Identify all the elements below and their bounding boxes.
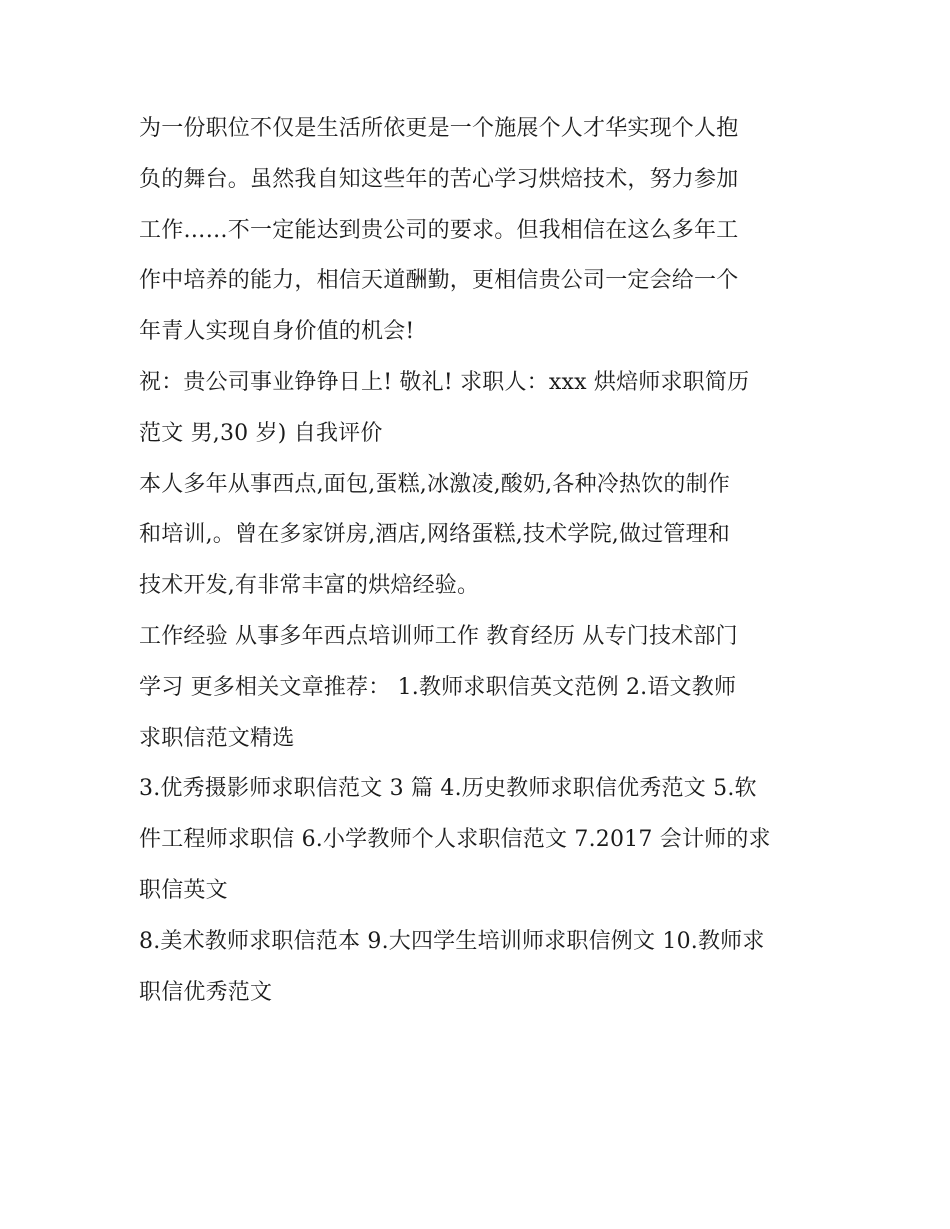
text-line: 件工程师求职信 6.小学教师个人求职信范文 7.2017 会计师的求: [139, 827, 771, 853]
text-line: 工作……不一定能达到贵公司的要求。但我相信在这么多年工: [139, 217, 739, 243]
document-body: [139, 104, 819, 1018]
paragraph-experience-and-recommendations: [139, 612, 819, 764]
paragraph-salutation: [139, 358, 819, 460]
text-line: 职信英文: [139, 877, 228, 903]
text-line: 为一份职位不仅是生活所依更是一个施展个人才华实现个人抱: [139, 116, 739, 141]
text-line: 技术开发,有非常丰富的烘焙经验。: [139, 573, 480, 599]
text-line: 和培训,。曾在多家饼房,酒店,网络蛋糕,技术学院,做过管理和: [139, 522, 730, 548]
text-line: 本人多年从事西点,面包,蛋糕,冰激凌,酸奶,各种冷热饮的制作: [139, 471, 730, 497]
text-line: 3.优秀摄影师求职信范文 3 篇 4.历史教师求职信优秀范文 5.软: [139, 776, 757, 802]
paragraph-closing-statement: [139, 104, 819, 358]
text-line: 职信优秀范文: [139, 979, 273, 1005]
text-line: 工作经验 从事多年西点培训师工作 教育经历 从专门技术部门: [139, 623, 738, 649]
text-line: 祝：贵公司事业铮铮日上! 敬礼! 求职人：xxx 烘焙师求职简历: [139, 369, 750, 395]
text-line: 8.美术教师求职信范本 9.大四学生培训师求职信例文 10.教师求: [139, 928, 765, 954]
text-line: 求职信范文精选: [139, 725, 295, 751]
text-line: 学习 更多相关文章推荐： 1.教师求职信英文范例 2.语文教师: [139, 674, 737, 700]
text-line: 负的舞台。虽然我自知这些年的苦心学习烘焙技术，努力参加: [139, 166, 739, 192]
paragraph-recommendations-final: [139, 917, 819, 1019]
paragraph-recommendations-continued: [139, 764, 819, 916]
text-line: 年青人实现自身价值的机会!: [139, 319, 415, 345]
text-line: 作中培养的能力，相信天道酬勤，更相信贵公司一定会给一个: [139, 268, 739, 294]
text-line: 范文 男,30 岁) 自我评价: [139, 420, 383, 446]
paragraph-self-evaluation: [139, 460, 819, 612]
